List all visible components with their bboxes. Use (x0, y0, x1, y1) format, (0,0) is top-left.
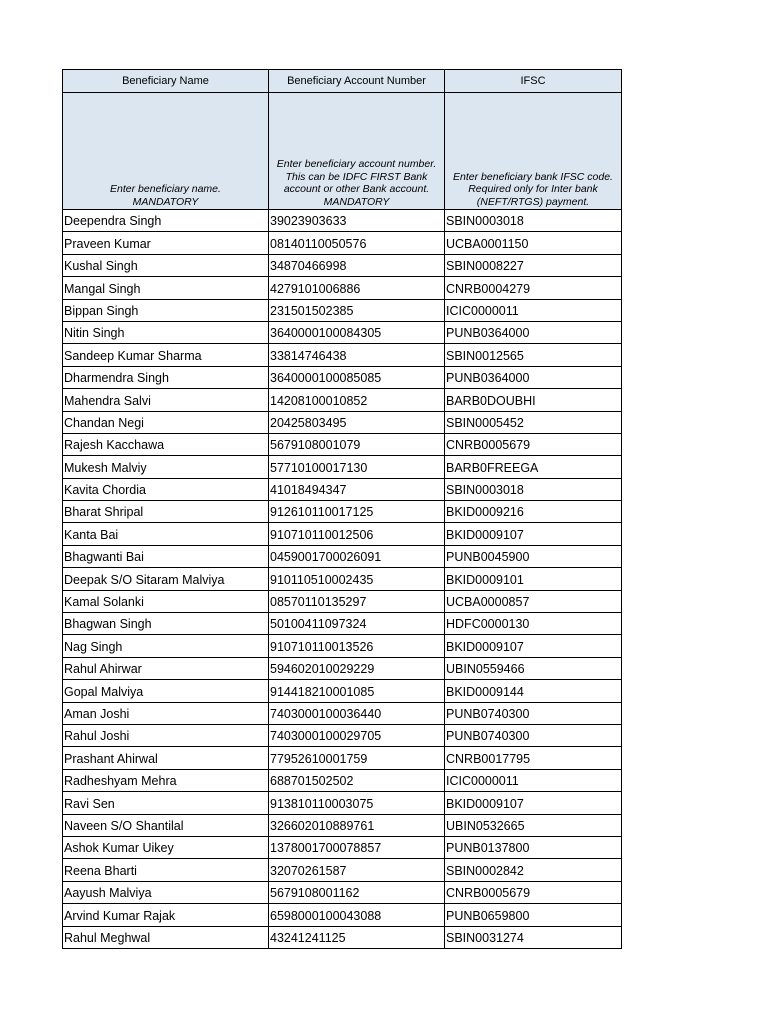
table-row (63, 926, 622, 948)
cell-ifsc[interactable]: PUNB0364000 (445, 366, 622, 388)
cell-ifsc[interactable]: PUNB0045900 (445, 545, 622, 567)
table-row (63, 613, 622, 635)
cell-ifsc[interactable]: ICIC0000011 (445, 769, 622, 791)
beneficiary-rows (63, 210, 622, 949)
table-row (63, 702, 622, 724)
cell-ifsc[interactable]: BKID0009144 (445, 680, 622, 702)
cell-ifsc[interactable]: SBIN0012565 (445, 344, 622, 366)
cell-beneficiary-name[interactable]: Ashok Kumar Uikey (63, 836, 269, 858)
table-row (63, 523, 622, 545)
cell-ifsc[interactable]: SBIN0003018 (445, 210, 622, 232)
cell-ifsc[interactable]: UCBA0001150 (445, 232, 622, 254)
cell-account-number[interactable]: 4279101006886 (269, 277, 445, 299)
cell-account-number[interactable]: 7403000100029705 (269, 724, 445, 746)
header-ifsc[interactable]: IFSC (445, 70, 622, 93)
hint-ifsc[interactable]: Enter beneficiary bank IFSC code. Required only for Inter bank (NEFT/RTGS) payment. (445, 93, 622, 210)
cell-ifsc[interactable]: PUNB0364000 (445, 321, 622, 343)
cell-beneficiary-name[interactable]: Prashant Ahirwal (63, 747, 269, 769)
cell-beneficiary-name[interactable]: Gopal Malviya (63, 680, 269, 702)
cell-account-number[interactable]: 20425803495 (269, 411, 445, 433)
cell-beneficiary-name[interactable]: Bippan Singh (63, 299, 269, 321)
cell-account-number[interactable]: 08140110050576 (269, 232, 445, 254)
instruction-row (63, 93, 622, 210)
cell-account-number[interactable]: 7403000100036440 (269, 702, 445, 724)
cell-ifsc[interactable]: ICIC0000011 (445, 299, 622, 321)
cell-account-number[interactable]: 913810110003075 (269, 792, 445, 814)
beneficiary-table (62, 69, 622, 949)
cell-account-number[interactable]: 910710110013526 (269, 635, 445, 657)
table-row (63, 389, 622, 411)
cell-beneficiary-name[interactable]: Rahul Meghwal (63, 926, 269, 948)
cell-account-number[interactable]: 910110510002435 (269, 568, 445, 590)
table-row (63, 836, 622, 858)
cell-account-number[interactable]: 231501502385 (269, 299, 445, 321)
cell-ifsc[interactable]: BARB0DOUBHI (445, 389, 622, 411)
cell-beneficiary-name[interactable]: Radheshyam Mehra (63, 769, 269, 791)
cell-account-number[interactable]: 77952610001759 (269, 747, 445, 769)
table-row (63, 590, 622, 612)
table-row (63, 680, 622, 702)
cell-ifsc[interactable]: BKID0009107 (445, 635, 622, 657)
cell-account-number[interactable]: 08570110135297 (269, 590, 445, 612)
cell-account-number[interactable]: 14208100010852 (269, 389, 445, 411)
table-row (63, 344, 622, 366)
table-row (63, 859, 622, 881)
cell-beneficiary-name[interactable]: Kushal Singh (63, 254, 269, 276)
header-beneficiary-account-number[interactable]: Beneficiary Account Number (269, 70, 445, 93)
cell-ifsc[interactable]: BKID0009101 (445, 568, 622, 590)
table-row (63, 635, 622, 657)
cell-beneficiary-name[interactable]: Reena Bharti (63, 859, 269, 881)
cell-account-number[interactable]: 41018494347 (269, 478, 445, 500)
cell-beneficiary-name[interactable]: Bharat Shripal (63, 501, 269, 523)
cell-account-number[interactable]: 910710110012506 (269, 523, 445, 545)
header-row (63, 70, 622, 93)
cell-beneficiary-name[interactable]: Mangal Singh (63, 277, 269, 299)
cell-beneficiary-name[interactable]: Mahendra Salvi (63, 389, 269, 411)
table-row (63, 478, 622, 500)
cell-ifsc[interactable]: CNRB0017795 (445, 747, 622, 769)
cell-account-number[interactable]: 5679108001162 (269, 881, 445, 903)
cell-beneficiary-name[interactable]: Deepak S/O Sitaram Malviya (63, 568, 269, 590)
hint-beneficiary-account-number[interactable]: Enter beneficiary account number. This can be IDFC FIRST Bank account or other Bank account. MANDATORY (269, 93, 445, 210)
cell-account-number[interactable]: 594602010029229 (269, 657, 445, 679)
cell-account-number[interactable]: 6598000100043088 (269, 904, 445, 926)
table-row (63, 657, 622, 679)
cell-ifsc[interactable]: SBIN0003018 (445, 478, 622, 500)
cell-account-number[interactable]: 0459001700026091 (269, 545, 445, 567)
cell-account-number[interactable]: 912610110017125 (269, 501, 445, 523)
cell-ifsc[interactable]: SBIN0005452 (445, 411, 622, 433)
cell-beneficiary-name[interactable]: Deependra Singh (63, 210, 269, 232)
table-row (63, 792, 622, 814)
table-row (63, 814, 622, 836)
cell-beneficiary-name[interactable]: Naveen S/O Shantilal (63, 814, 269, 836)
cell-account-number[interactable]: 688701502502 (269, 769, 445, 791)
cell-account-number[interactable]: 32070261587 (269, 859, 445, 881)
cell-beneficiary-name[interactable]: Rajesh Kacchawa (63, 433, 269, 455)
table-row (63, 545, 622, 567)
cell-beneficiary-name[interactable]: Bhagwan Singh (63, 613, 269, 635)
cell-beneficiary-name[interactable]: Rahul Ahirwar (63, 657, 269, 679)
cell-beneficiary-name[interactable]: Mukesh Malviy (63, 456, 269, 478)
cell-ifsc[interactable]: UBIN0532665 (445, 814, 622, 836)
cell-account-number[interactable]: 5679108001079 (269, 433, 445, 455)
cell-ifsc[interactable]: SBIN0008227 (445, 254, 622, 276)
cell-ifsc[interactable]: CNRB0005679 (445, 881, 622, 903)
table-row (63, 232, 622, 254)
cell-beneficiary-name[interactable]: Praveen Kumar (63, 232, 269, 254)
cell-beneficiary-name[interactable]: Nag Singh (63, 635, 269, 657)
table-row (63, 456, 622, 478)
cell-ifsc[interactable]: PUNB0137800 (445, 836, 622, 858)
cell-account-number[interactable]: 57710100017130 (269, 456, 445, 478)
cell-beneficiary-name[interactable]: Chandan Negi (63, 411, 269, 433)
cell-beneficiary-name[interactable]: Kanta Bai (63, 523, 269, 545)
cell-ifsc[interactable]: BKID0009107 (445, 792, 622, 814)
cell-beneficiary-name[interactable]: Sandeep Kumar Sharma (63, 344, 269, 366)
cell-beneficiary-name[interactable]: Rahul Joshi (63, 724, 269, 746)
table-row (63, 769, 622, 791)
table-row (63, 299, 622, 321)
table-row (63, 501, 622, 523)
cell-ifsc[interactable]: UCBA0000857 (445, 590, 622, 612)
cell-account-number[interactable]: 43241241125 (269, 926, 445, 948)
table-row (63, 321, 622, 343)
table-row (63, 433, 622, 455)
cell-beneficiary-name[interactable]: Ravi Sen (63, 792, 269, 814)
table-row (63, 254, 622, 276)
table-row (63, 366, 622, 388)
cell-ifsc[interactable]: PUNB0659800 (445, 904, 622, 926)
cell-beneficiary-name[interactable]: Dharmendra Singh (63, 366, 269, 388)
table-row (63, 904, 622, 926)
cell-beneficiary-name[interactable]: Bhagwanti Bai (63, 545, 269, 567)
cell-account-number[interactable]: 326602010889761 (269, 814, 445, 836)
header-beneficiary-name[interactable]: Beneficiary Name (63, 70, 269, 93)
cell-ifsc[interactable]: PUNB0740300 (445, 724, 622, 746)
cell-ifsc[interactable]: BARB0FREEGA (445, 456, 622, 478)
cell-beneficiary-name[interactable]: Aayush Malviya (63, 881, 269, 903)
cell-ifsc[interactable]: PUNB0740300 (445, 702, 622, 724)
cell-ifsc[interactable]: UBIN0559466 (445, 657, 622, 679)
cell-ifsc[interactable]: SBIN0002842 (445, 859, 622, 881)
table-row (63, 881, 622, 903)
cell-beneficiary-name[interactable]: Arvind Kumar Rajak (63, 904, 269, 926)
cell-beneficiary-name[interactable]: Kavita Chordia (63, 478, 269, 500)
cell-beneficiary-name[interactable]: Kamal Solanki (63, 590, 269, 612)
table-row (63, 411, 622, 433)
cell-account-number[interactable]: 1378001700078857 (269, 836, 445, 858)
cell-account-number[interactable]: 33814746438 (269, 344, 445, 366)
cell-ifsc[interactable]: CNRB0005679 (445, 433, 622, 455)
cell-ifsc[interactable]: SBIN0031274 (445, 926, 622, 948)
table-row (63, 277, 622, 299)
hint-beneficiary-name[interactable]: Enter beneficiary name. MANDATORY (63, 93, 269, 210)
cell-beneficiary-name[interactable]: Nitin Singh (63, 321, 269, 343)
table-row (63, 210, 622, 232)
table-row (63, 724, 622, 746)
cell-ifsc[interactable]: CNRB0004279 (445, 277, 622, 299)
cell-account-number[interactable]: 34870466998 (269, 254, 445, 276)
cell-account-number[interactable]: 3640000100085085 (269, 366, 445, 388)
table-row (63, 747, 622, 769)
cell-account-number[interactable]: 914418210001085 (269, 680, 445, 702)
cell-ifsc[interactable]: BKID0009216 (445, 501, 622, 523)
table-row (63, 568, 622, 590)
cell-account-number[interactable]: 50100411097324 (269, 613, 445, 635)
cell-beneficiary-name[interactable]: Aman Joshi (63, 702, 269, 724)
cell-account-number[interactable]: 3640000100084305 (269, 321, 445, 343)
cell-account-number[interactable]: 39023903633 (269, 210, 445, 232)
cell-ifsc[interactable]: BKID0009107 (445, 523, 622, 545)
cell-ifsc[interactable]: HDFC0000130 (445, 613, 622, 635)
